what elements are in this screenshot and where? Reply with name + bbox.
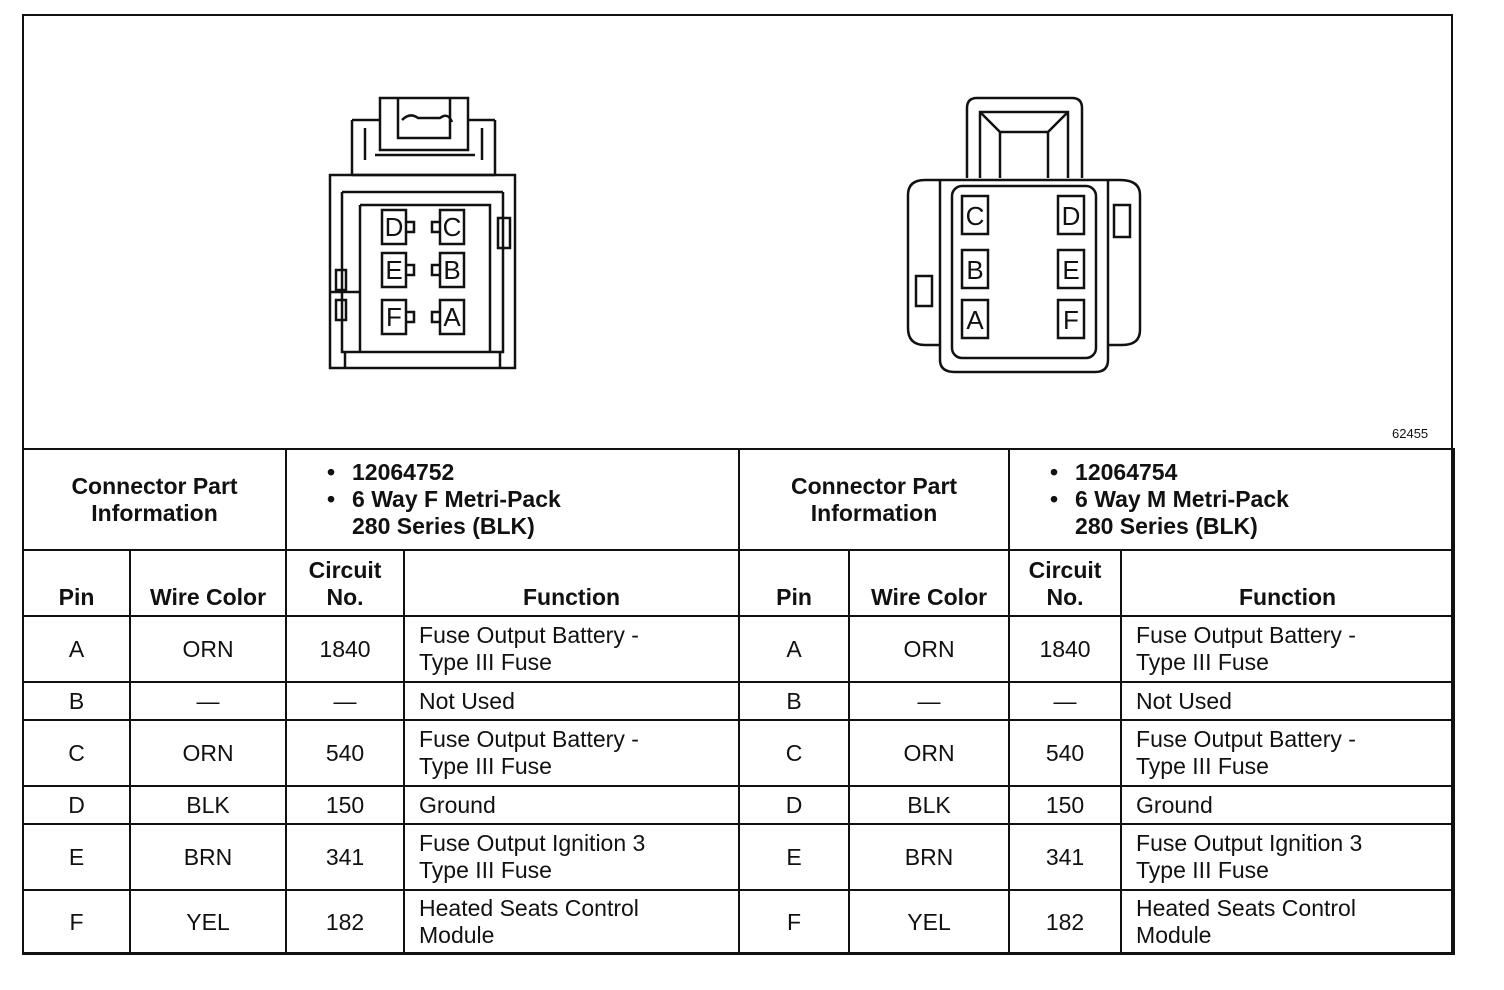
table-row: [23, 824, 1454, 890]
function-cell: [1121, 720, 1454, 786]
function-line2: Type III Fuse: [419, 753, 552, 779]
pin-cell: D: [23, 786, 130, 824]
connector-part-info: [286, 449, 739, 550]
function-cell: [1121, 786, 1454, 824]
pin-cell: E: [23, 824, 130, 890]
function-line1: Ground: [1136, 791, 1213, 818]
cavity-label: F: [386, 302, 402, 332]
cavity-label: E: [385, 255, 403, 285]
function-line2: Module: [1136, 922, 1212, 948]
table-row: [23, 890, 1454, 954]
circuit-cell: 150: [286, 786, 404, 824]
figure-number: 62455: [1392, 426, 1429, 441]
wire-color-cell: ORN: [849, 720, 1009, 786]
wire-color-cell: —: [849, 682, 1009, 720]
function-cell: [404, 616, 739, 682]
function-line1: Fuse Output Battery -: [419, 622, 639, 648]
function-line1: Fuse Output Ignition 3: [419, 830, 646, 856]
part-number: • 12064754: [1050, 459, 1443, 486]
part-number: • 12064752: [327, 459, 728, 486]
connector-table: [22, 448, 1455, 955]
circuit-cell: 341: [286, 824, 404, 890]
function-cell: [1121, 890, 1454, 954]
col-header-function: Function: [1121, 550, 1454, 616]
function-cell: [404, 890, 739, 954]
cavity-label: D: [384, 212, 404, 242]
pin-rows: [23, 616, 1454, 954]
function-cell: [1121, 616, 1454, 682]
function-cell: [404, 786, 739, 824]
male-connector-face: [908, 98, 1140, 372]
cavity-label: C: [442, 212, 462, 242]
circuit-cell: 540: [1009, 720, 1121, 786]
table-row: [23, 682, 1454, 720]
function-line1: Heated Seats Control: [419, 895, 639, 921]
part-series: 280 Series (BLK): [352, 513, 535, 539]
wire-color-cell: ORN: [849, 616, 1009, 682]
circuit-cell: 1840: [286, 616, 404, 682]
wire-color-cell: ORN: [130, 616, 286, 682]
col-header-circuit-line2: No.: [1046, 584, 1084, 610]
function-cell: [404, 720, 739, 786]
male-cavity-labels: [966, 201, 1081, 335]
function-line2: Type III Fuse: [1136, 753, 1269, 779]
wire-color-cell: BLK: [849, 786, 1009, 824]
pin-cell: A: [23, 616, 130, 682]
col-header-circuit-line2: No.: [326, 584, 364, 610]
connector-part-info: [1009, 449, 1454, 550]
function-cell: [1121, 824, 1454, 890]
column-header-row: [23, 550, 1454, 616]
col-header-pin: Pin: [23, 550, 130, 616]
wire-color-cell: BRN: [130, 824, 286, 890]
function-line2: Type III Fuse: [419, 857, 552, 883]
function-line1: Fuse Output Battery -: [419, 726, 639, 752]
table-row: [23, 786, 1454, 824]
pin-cell: E: [739, 824, 849, 890]
circuit-cell: 341: [1009, 824, 1121, 890]
circuit-cell: 150: [1009, 786, 1121, 824]
col-header-wire-color: Wire Color: [849, 550, 1009, 616]
cavity-label: B: [966, 255, 984, 285]
col-header-circuit-line1: Circuit: [1028, 557, 1102, 583]
wire-color-cell: YEL: [130, 890, 286, 954]
pin-cell: F: [23, 890, 130, 954]
function-line1: Ground: [419, 791, 496, 818]
cavity-label: F: [1063, 305, 1079, 335]
col-header-circuit-line1: Circuit: [308, 557, 382, 583]
pin-cell: B: [739, 682, 849, 720]
wire-color-cell: —: [130, 682, 286, 720]
function-line2: Type III Fuse: [1136, 649, 1269, 675]
function-line1: Not Used: [419, 687, 515, 714]
female-cavity-labels: [385, 212, 462, 332]
pin-cell: C: [739, 720, 849, 786]
wire-color-cell: BLK: [130, 786, 286, 824]
function-line2: Type III Fuse: [419, 649, 552, 675]
function-cell: [404, 682, 739, 720]
circuit-cell: 540: [286, 720, 404, 786]
pin-cell: F: [739, 890, 849, 954]
circuit-cell: 182: [286, 890, 404, 954]
wire-color-cell: ORN: [130, 720, 286, 786]
connector-info-label: Connector Part Information: [739, 449, 1009, 550]
part-description: • 6 Way F Metri-Pack: [327, 486, 728, 513]
cavity-label: C: [965, 201, 985, 231]
function-cell: [404, 824, 739, 890]
cavity-label: D: [1061, 201, 1081, 231]
circuit-cell: —: [1009, 682, 1121, 720]
part-description: • 6 Way M Metri-Pack: [1050, 486, 1443, 513]
pin-cell: B: [23, 682, 130, 720]
col-header-wire-color: Wire Color: [130, 550, 286, 616]
function-line2: Module: [419, 922, 495, 948]
table-row: [23, 720, 1454, 786]
cavity-label: B: [443, 255, 461, 285]
female-connector-face: [330, 98, 515, 368]
part-series: 280 Series (BLK): [1075, 513, 1258, 539]
wire-color-cell: BRN: [849, 824, 1009, 890]
connector-info-label: Connector Part Information: [23, 449, 286, 550]
connector-drawings: [24, 16, 1451, 448]
function-line1: Fuse Output Ignition 3: [1136, 830, 1363, 856]
pin-cell: A: [739, 616, 849, 682]
col-header-circuit: [1009, 550, 1121, 616]
function-line2: Type III Fuse: [1136, 857, 1269, 883]
col-header-pin: Pin: [739, 550, 849, 616]
table-row: [23, 616, 1454, 682]
function-line1: Heated Seats Control: [1136, 895, 1356, 921]
circuit-cell: 1840: [1009, 616, 1121, 682]
function-line1: Fuse Output Battery -: [1136, 622, 1356, 648]
col-header-circuit: [286, 550, 404, 616]
circuit-cell: —: [286, 682, 404, 720]
col-header-function: Function: [404, 550, 739, 616]
function-line1: Fuse Output Battery -: [1136, 726, 1356, 752]
cavity-label: A: [966, 305, 984, 335]
part-info-row: [23, 449, 1454, 550]
pin-cell: C: [23, 720, 130, 786]
pin-cell: D: [739, 786, 849, 824]
wire-color-cell: YEL: [849, 890, 1009, 954]
cavity-label: A: [443, 302, 461, 332]
function-line1: Not Used: [1136, 687, 1232, 714]
cavity-label: E: [1062, 255, 1080, 285]
function-cell: [1121, 682, 1454, 720]
circuit-cell: 182: [1009, 890, 1121, 954]
